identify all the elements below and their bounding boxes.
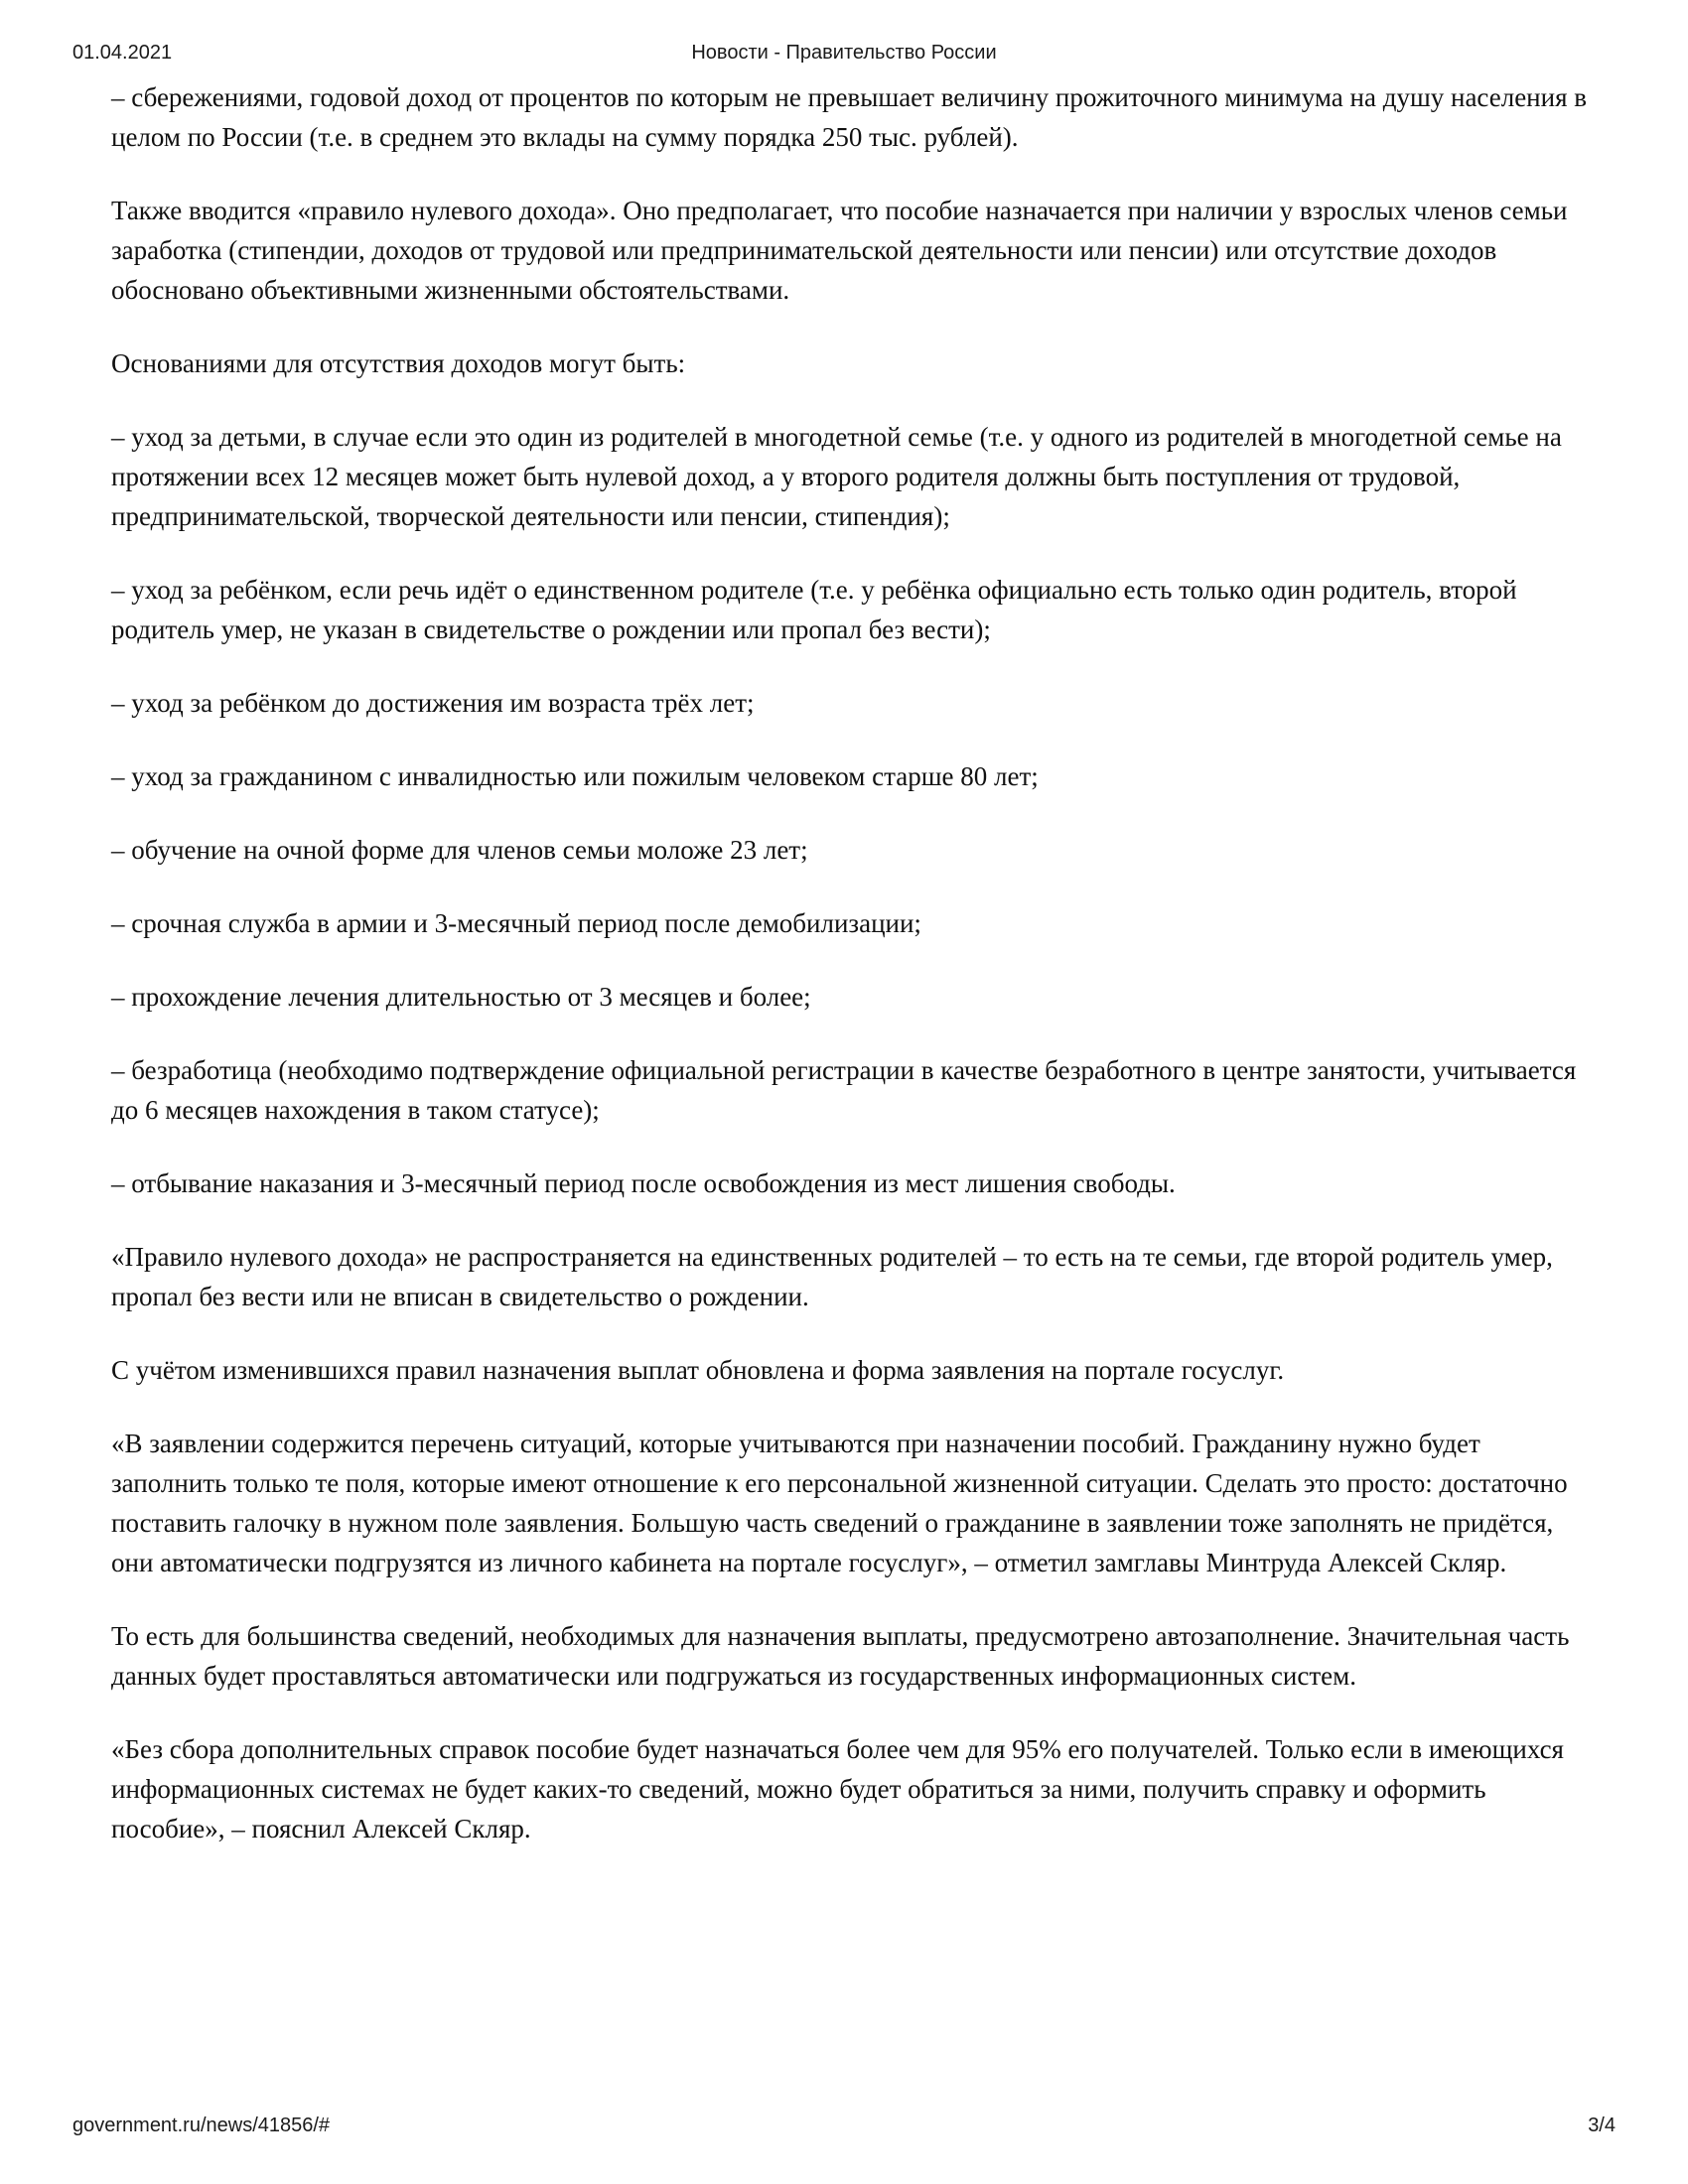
paragraph-grounds-intro: Основаниями для отсутствия доходов могут быть:: [111, 348, 686, 378]
list-item-disabled-elderly-care: – уход за гражданином с инвалидностью или пожилым человеком старше 80 лет;: [111, 761, 1039, 791]
list-item-medical-treatment: – прохождение лечения длительностью от 3 месяцев и более;: [111, 982, 811, 1012]
paragraph-savings: – сбережениями, годовой доход от процентов по которым не превышает величину прожиточного минимума на душу населения в целом по России (т.е. в среднем это вклады на сумму порядка 250 тыс. рублей).: [111, 82, 1588, 152]
paragraph-quote-no-certificates: «Без сбора дополнительных справок пособие будет назначаться более чем для 95% его получателей. Только если в имеющихся информационных системах не будет каких-то сведений, можно будет обратиться за ними, получить справку и оформить пособие», – пояснил Алексей Скляр.: [111, 1734, 1564, 1843]
page-url: government.ru/news/41856/#: [72, 2115, 331, 2136]
paragraph-single-parents-exception: «Правило нулевого дохода» не распространяется на единственных родителей – то есть на те семьи, где второй родитель умер, пропал без вести или не вписан в свидетельство о рождении.: [111, 1242, 1553, 1311]
paragraph-gosuslugi-form: С учётом изменившихся правил назначения выплат обновлена и форма заявления на портале госуслуг.: [111, 1355, 1285, 1385]
page-title: Новости - Правительство России: [691, 42, 997, 64]
print-footer: [72, 2115, 1616, 2144]
print-date: 01.04.2021: [72, 42, 173, 64]
paragraph-quote-application: «В заявлении содержится перечень ситуаций, которые учитываются при назначении пособий. Гражданину нужно будет заполнить только те поля, которые имеют отношение к его персональной жизненной ситуации. Сделать это просто: достаточно поставить галочку в нужном поле заявления. Большую часть сведений о гражданине в заявлении тоже заполнять не придётся, они автоматически подгрузятся из личного кабинета на портале госуслуг», – отметил замглавы Минтруда Алексей Скляр.: [111, 1429, 1568, 1577]
article-body: [111, 77, 1591, 1882]
list-item-single-parent-care: – уход за ребёнком, если речь идёт о единственном родителе (т.е. у ребёнка официально есть только один родитель, второй родитель умер, не указан в свидетельстве о рождении или пропал без вести);: [111, 575, 1517, 644]
list-item-large-family-care: – уход за детьми, в случае если это один из родителей в многодетной семье (т.е. у одного из родителей в многодетной семье на протяжении всех 12 месяцев может быть нулевой доход, а у второго родителя должны быть поступления от трудовой, предпринимательской, творческой деятельности или пенсии, стипендия);: [111, 422, 1562, 531]
list-item-military-service: – срочная служба в армии и 3-месячный период после демобилизации;: [111, 908, 921, 938]
list-item-imprisonment: – отбывание наказания и 3-месячный период после освобождения из мест лишения свободы.: [111, 1168, 1176, 1198]
list-item-full-time-study: – обучение на очной форме для членов семьи моложе 23 лет;: [111, 835, 808, 865]
page-number: 3/4: [1588, 2115, 1616, 2136]
paragraph-zero-income-rule: Также вводится «правило нулевого дохода». Оно предполагает, что пособие назначается при наличии у взрослых членов семьи заработка (стипендии, доходов от трудовой или предпринимательской деятельности или пенсии) или отсутствие доходов обосновано объективными жизненными обстоятельствами.: [111, 196, 1568, 305]
list-item-unemployment: – безработица (необходимо подтверждение официальной регистрации в качестве безработного в центре занятости, учитывается до 6 месяцев нахождения в таком статусе);: [111, 1055, 1577, 1125]
print-header: [72, 42, 1616, 71]
paragraph-autofill: То есть для большинства сведений, необходимых для назначения выплаты, предусмотрено автозаполнение. Значительная часть данных будет проставляться автоматически или подгружаться из государственных информационных систем.: [111, 1621, 1570, 1691]
list-item-child-under-three: – уход за ребёнком до достижения им возраста трёх лет;: [111, 688, 755, 718]
